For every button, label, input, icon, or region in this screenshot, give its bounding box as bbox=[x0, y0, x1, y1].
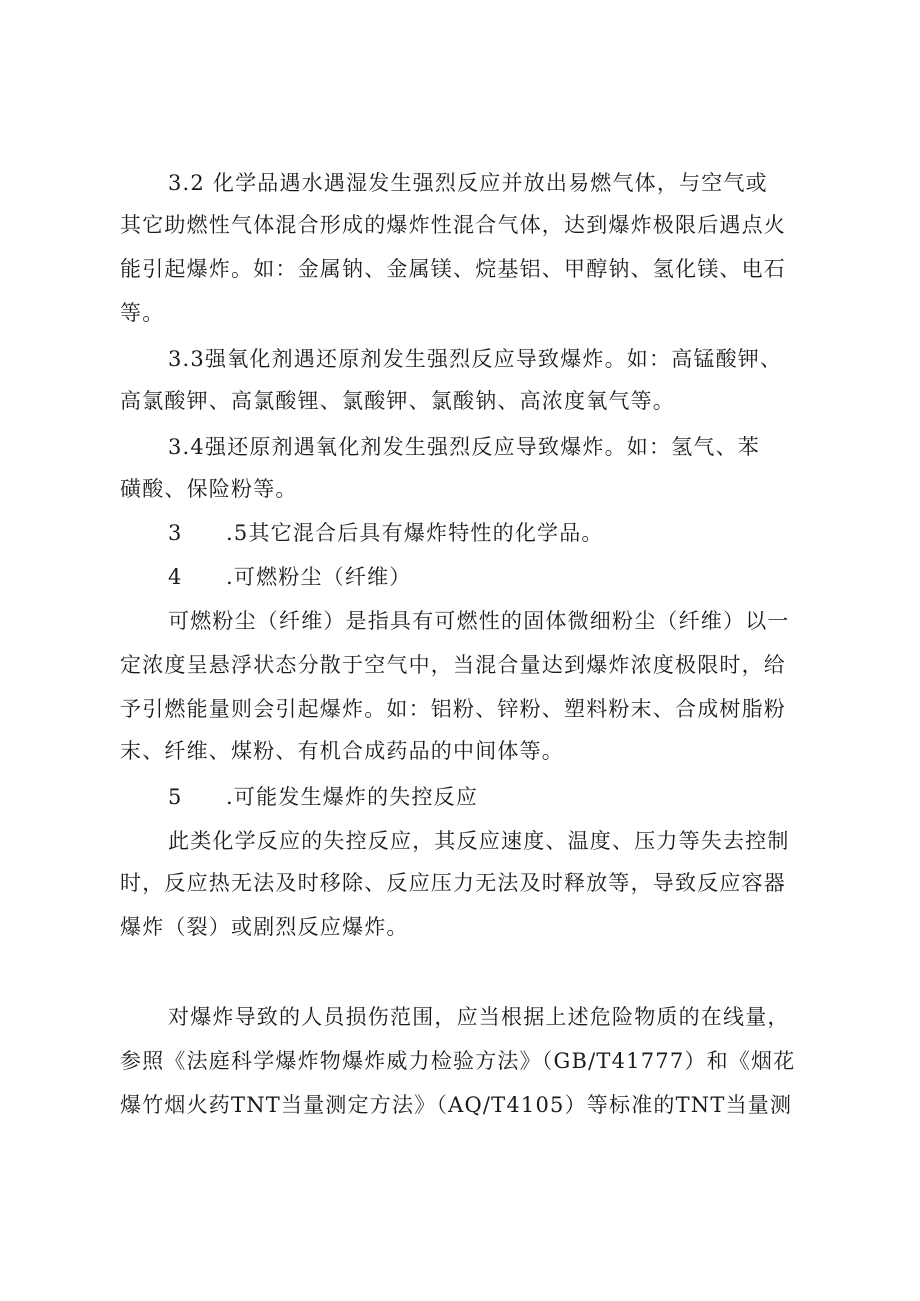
paragraph-3-3-line-2: 高氯酸钾、高氯酸锂、氯酸钾、氯酸钠、高浓度氧气等。 bbox=[120, 389, 675, 413]
section-5-line-2: 时，反应热无法及时移除、反应压力无法及时释放等，导致反应容器 bbox=[120, 871, 786, 895]
section-5-heading bbox=[168, 782, 478, 812]
section-4-line-4: 末、纤维、煤粉、有机合成药品的中间体等。 bbox=[120, 739, 564, 763]
paragraph-3-2-line-1: 3.2 化学品遇水遇湿发生强烈反应并放出易燃气体，与空气或 bbox=[168, 171, 768, 195]
paragraph-3-4-line-2: 磺酸、保险粉等。 bbox=[120, 477, 298, 501]
paragraph-3-3-line-1: 3.3强氧化剂遇还原剂发生强烈反应导致爆炸。如：高锰酸钾、 bbox=[168, 347, 783, 371]
tnt-paragraph-line-1: 对爆炸导致的人员损伤范围，应当根据上述危险物质的在线量， bbox=[168, 1005, 790, 1029]
paragraph-3-2-line-3: 能引起爆炸。如：金属钠、金属镁、烷基铝、甲醇钠、氢化镁、电石 bbox=[120, 257, 786, 281]
paragraph-3-5-text: .5其它混合后具有爆炸特性的化学品。 bbox=[226, 521, 604, 545]
section-4-number: 4 bbox=[168, 565, 183, 589]
section-4-heading bbox=[168, 562, 411, 592]
section-5-title: .可能发生爆炸的失控反应 bbox=[226, 785, 479, 809]
section-5-line-1: 此类化学反应的失控反应，其反应速度、温度、压力等失去控制 bbox=[168, 829, 790, 853]
section-5-line-3: 爆炸（裂）或剧烈反应爆炸。 bbox=[120, 915, 409, 939]
paragraph-3-4-line-1: 3.4强还原剂遇氧化剂发生强烈反应导致爆炸。如：氢气、苯 bbox=[168, 435, 760, 459]
paragraph-3-2-line-2: 其它助燃性气体混合形成的爆炸性混合气体，达到爆炸极限后遇点火 bbox=[120, 213, 786, 237]
section-5-number: 5 bbox=[168, 785, 183, 809]
section-4-title: .可燃粉尘（纤维） bbox=[226, 565, 412, 589]
section-4-line-1: 可燃粉尘（纤维）是指具有可燃性的固体微细粉尘（纤维）以一 bbox=[168, 609, 790, 633]
tnt-paragraph-line-2: 参照《法庭科学爆炸物爆炸威力检验方法》（GB/T41777）和《烟花 bbox=[120, 1049, 796, 1073]
section-4-line-2: 定浓度呈悬浮状态分散于空气中，当混合量达到爆炸浓度极限时，给 bbox=[120, 653, 786, 677]
paragraph-3-5-number: 3 bbox=[168, 521, 183, 545]
section-4-line-3: 予引燃能量则会引起爆炸。如：铝粉、锌粉、塑料粉末、合成树脂粉 bbox=[120, 697, 786, 721]
paragraph-3-2-line-4: 等。 bbox=[120, 301, 165, 325]
tnt-paragraph-line-3: 爆竹烟火药TNT当量测定方法》（AQ/T4105）等标准的TNT当量测 bbox=[120, 1093, 793, 1117]
paragraph-3-5 bbox=[168, 518, 604, 548]
